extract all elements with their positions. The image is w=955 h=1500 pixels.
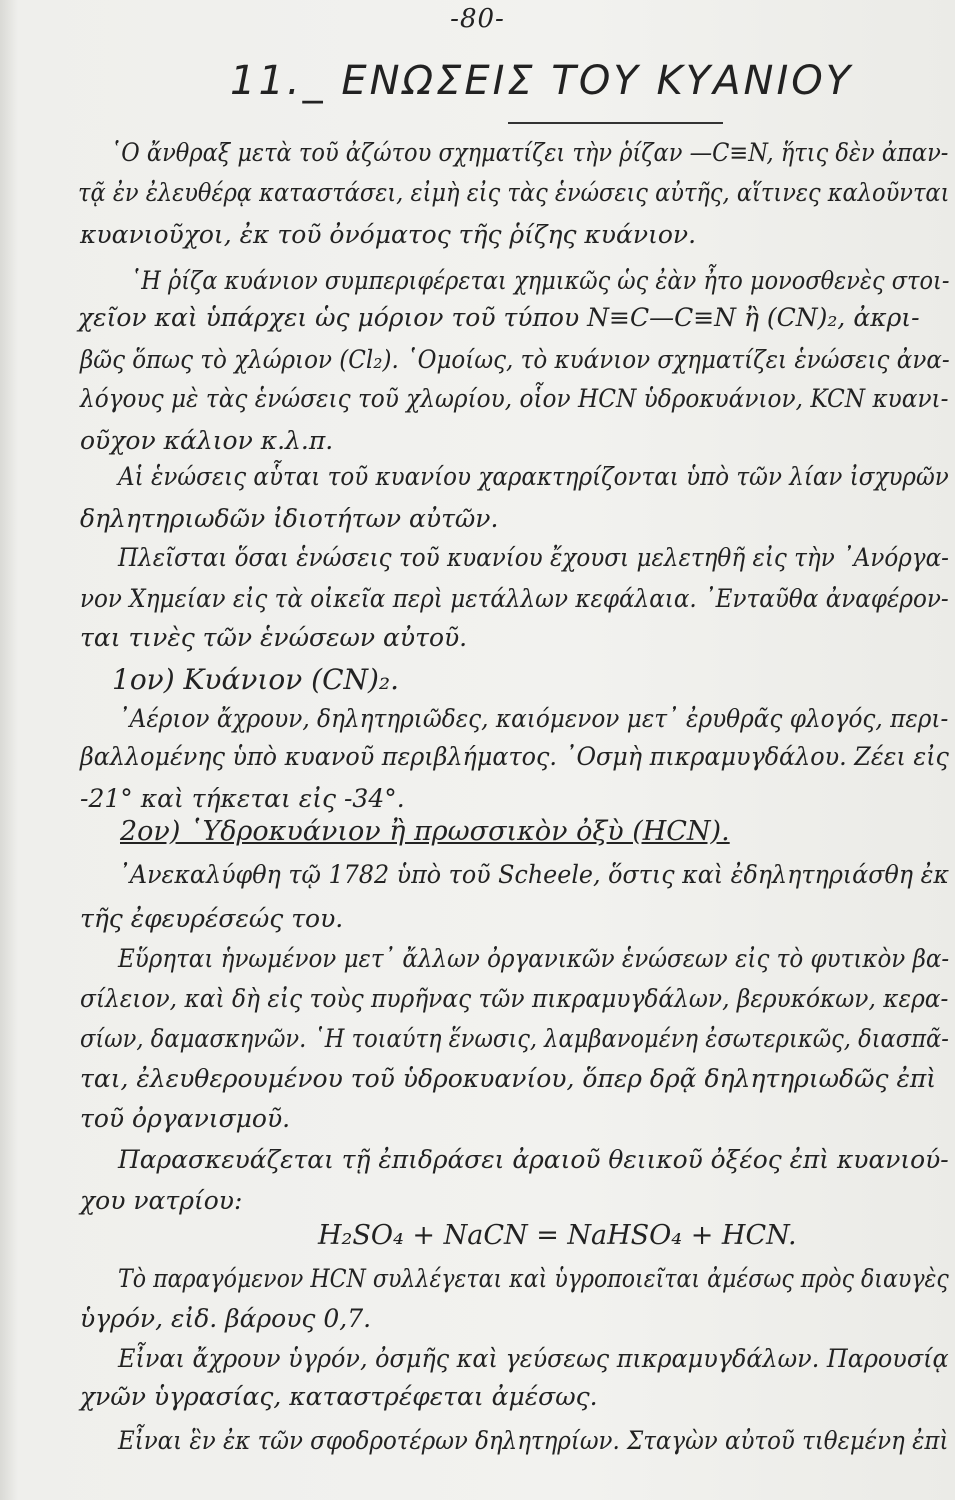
text-line: χεῖον καὶ ὑπάρχει ὡς μόριον τοῦ τύπου N≡C—C≡N ἢ (CN)₂, ἀκρι- xyxy=(78,303,920,332)
text-line: σίλειον, καὶ δὴ εἰς τοὺς πυρῆνας τῶν πικραμυγδάλων, βερυκόκων, κερα- xyxy=(80,984,949,1013)
text-line: ῾Ο ἄνθραξ μετὰ τοῦ ἀζώτου σχηματίζει τὴν ῥίζαν —C≡N, ἥτις δὲν ἀπαν- xyxy=(110,138,949,167)
text-line: λόγους μὲ τὰς ἑνώσεις τοῦ χλωρίου, οἷον HCN ὑδροκυάνιον, KCN κυανι- xyxy=(80,384,949,413)
text-line: Παρασκευάζεται τῇ ἐπιδράσει ἀραιοῦ θειικοῦ ὀξέος ἐπὶ κυανιού- xyxy=(118,1145,949,1174)
text-line: δηλητηριωδῶν ἰδιοτήτων αὐτῶν. xyxy=(80,504,499,533)
text-line: Τὸ παραγόμενον HCN συλλέγεται καὶ ὑγροποιεῖται ἀμέσως πρὸς διαυγὲς xyxy=(118,1264,949,1293)
text-line: ται τινὲς τῶν ἑνώσεων αὐτοῦ. xyxy=(80,623,468,652)
text-line: ται, ἐλευθερουμένου τοῦ ὑδροκυανίου, ὅπερ δρᾷ δηλητηριωδῶς ἐπὶ xyxy=(80,1064,937,1093)
text-line: -21° καὶ τήκεται εἰς -34°. xyxy=(80,784,405,813)
text-line: ᾿Αέριον ἄχρουν, δηλητηριῶδες, καιόμενον μετ᾿ ἐρυθρᾶς φλογός, περι- xyxy=(118,704,949,733)
text-line: χνῶν ὑγρασίας, καταστρέφεται ἀμέσως. xyxy=(80,1382,598,1411)
chemical-equation: H₂SO₄ + NaCN = NaHSO₄ + HCN. xyxy=(318,1220,797,1251)
text-line: Εἶναι ἄχρουν ὑγρόν, ὀσμῆς καὶ γεύσεως πικραμυγδάλων. Παρουσίᾳ xyxy=(118,1344,949,1373)
text-line: ῾Η ῥίζα κυάνιον συμπεριφέρεται χημικῶς ὡς ἐὰν ἦτο μονοσθενὲς στοι- xyxy=(130,266,950,295)
text-line: βαλλομένης ὑπὸ κυανοῦ περιβλήματος. ᾿Οσμὴ πικραμυγδάλου. Ζέει εἰς xyxy=(80,742,949,771)
page-number: -80- xyxy=(450,4,505,34)
text-line: Εὕρηται ἡνωμένον μετ᾿ ἄλλων ὀργανικῶν ἑνώσεων εἰς τὸ φυτικὸν βα- xyxy=(118,944,950,973)
text-line: κυανιοῦχοι, ἐκ τοῦ ὀνόματος τῆς ῥίζης κυάνιον. xyxy=(80,220,697,249)
text-line: Πλεῖσται ὅσαι ἑνώσεις τοῦ κυανίου ἔχουσι μελετηθῆ εἰς τὴν ᾿Ανόργα- xyxy=(118,543,949,572)
text-line: τᾷ ἐν ἐλευθέρᾳ καταστάσει, εἰμὴ εἰς τὰς ἑνώσεις αὐτῆς, αἵτινες καλοῦνται xyxy=(78,178,950,207)
title-underline xyxy=(508,122,723,124)
text-line: σίων, δαμασκηνῶν. ῾Η τοιαύτη ἕνωσις, λαμβανομένη ἐσωτερικῶς, διασπᾶ- xyxy=(80,1024,949,1053)
text-line: Εἶναι ἓν ἐκ τῶν σφοδροτέρων δηλητηρίων. Σταγὼν αὐτοῦ τιθεμένη ἐπὶ xyxy=(118,1426,949,1455)
text-line: βῶς ὅπως τὸ χλώριον (Cl₂). ῾Ομοίως, τὸ κυάνιον σχηματίζει ἑνώσεις ἀνα- xyxy=(80,345,950,374)
text-line: ὑγρόν, εἰδ. βάρους 0,7. xyxy=(80,1304,372,1333)
text-line: τοῦ ὀργανισμοῦ. xyxy=(80,1104,291,1133)
text-line: χου νατρίου: xyxy=(80,1186,243,1215)
text-line: οῦχον κάλιον κ.λ.π. xyxy=(80,426,334,455)
text-line: τῆς ἐφευρέσεώς του. xyxy=(80,904,344,933)
chapter-title: 11._ ΕΝΩΣΕΙΣ ΤΟΥ ΚΥΑΝΙΟΥ xyxy=(230,58,854,104)
text-line: Αἱ ἑνώσεις αὗται τοῦ κυανίου χαρακτηρίζονται ὑπὸ τῶν λίαν ἰσχυρῶν xyxy=(118,462,949,491)
text-line: νον Χημείαν εἰς τὰ οἰκεῖα περὶ μετάλλων κεφάλαια. ᾿Ενταῦθα ἀναφέρον- xyxy=(80,584,949,613)
section-heading: 2ον) ῾Υδροκυάνιον ἢ πρωσσικὸν ὀξὺ (HCN). xyxy=(120,816,730,847)
section-heading: 1ον) Κυάνιον (CN)₂. xyxy=(112,663,400,696)
text-line: ᾿Ανεκαλύφθη τῷ 1782 ὑπὸ τοῦ Scheele, ὅστις καὶ ἐδηλητηριάσθη ἐκ xyxy=(118,860,949,889)
